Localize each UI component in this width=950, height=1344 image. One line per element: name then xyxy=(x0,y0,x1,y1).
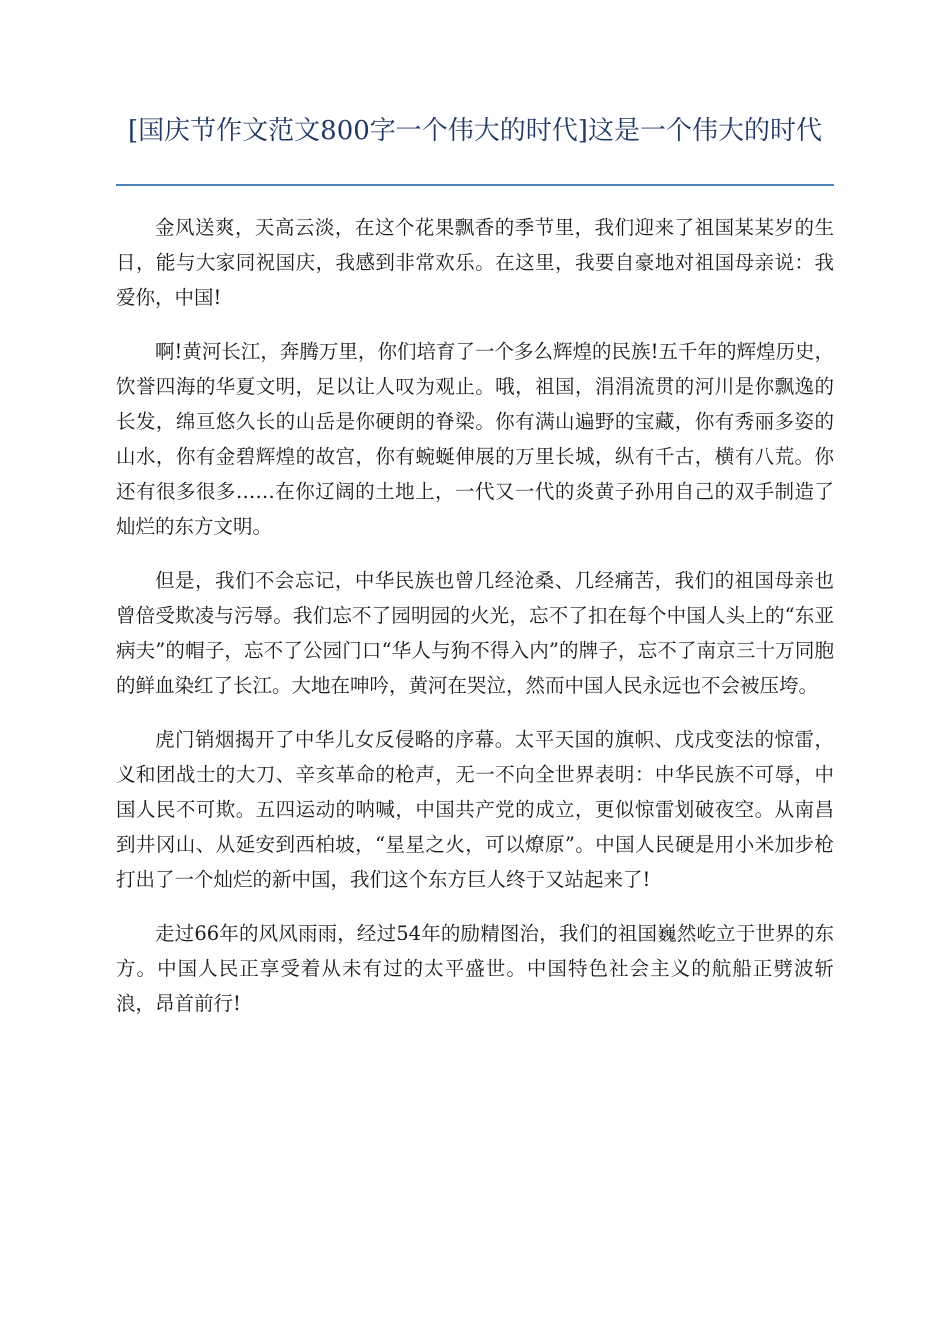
paragraph-1: 金风送爽，天高云淡，在这个花果飘香的季节里，我们迎来了祖国某某岁的生日，能与大家同祝国庆，我感到非常欢乐。在这里，我要自豪地对祖国母亲说：我爱你，中国! xyxy=(116,216,834,309)
paragraph-5: 走过66年的风风雨雨，经过54年的励精图治，我们的祖国巍然屹立于世界的东方。中国人民正享受着从未有过的太平盛世。中国特色社会主义的航船正劈波斩浪，昂首前行! xyxy=(116,922,834,1015)
document-body xyxy=(116,210,834,1040)
paragraph-2: 啊!黄河长江，奔腾万里，你们培育了一个多么辉煌的民族!五千年的辉煌历史，饮誉四海的华夏文明，足以让人叹为观止。哦，祖国，涓涓流贯的河川是你飘逸的长发，绵亘悠久长的山岳是你硬朗的脊梁。你有满山遍野的宝藏，你有秀丽多姿的山水，你有金碧辉煌的故宫，你有蜿蜒伸展的万里长城，纵有千古，横有八荒。你还有很多很多……在你辽阔的土地上，一代又一代的炎黄子孙用自己的双手制造了灿烂的东方文明。 xyxy=(116,340,834,538)
document-title: [国庆节作文范文800字一个伟大的时代]这是一个伟大的时代 xyxy=(128,116,822,146)
title-underline-divider xyxy=(116,184,834,186)
paragraph-4: 虎门销烟揭开了中华儿女反侵略的序幕。太平天国的旗帜、戊戌变法的惊雷，义和团战士的大刀、辛亥革命的枪声，无一不向全世界表明：中华民族不可辱，中国人民不可欺。五四运动的呐喊，中国共产党的成立，更似惊雷划破夜空。从南昌到井冈山、从延安到西柏坡，“星星之火，可以燎原”。中国人民硬是用小米加步枪打出了一个灿烂的新中国，我们这个东方巨人终于又站起来了! xyxy=(116,728,834,891)
paragraph-3: 但是，我们不会忘记，中华民族也曾几经沧桑、几经痛苦，我们的祖国母亲也曾倍受欺凌与污辱。我们忘不了园明园的火光，忘不了扣在每个中国人头上的“东亚病夫”的帽子，忘不了公园门口“华人与狗不得入内”的牌子，忘不了南京三十万同胞的鲜血染红了长江。大地在呻吟，黄河在哭泣，然而中国人民永远也不会被压垮。 xyxy=(116,569,834,697)
